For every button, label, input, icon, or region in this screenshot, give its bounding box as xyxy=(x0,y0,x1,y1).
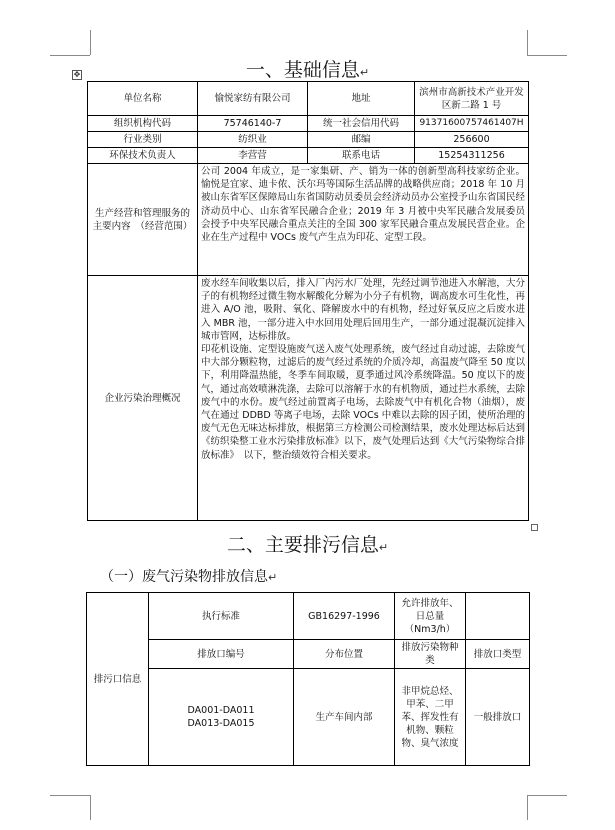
cell-value-postcode: 256600 xyxy=(415,132,529,148)
cell-value-unit-name: 愉悦家纺有限公司 xyxy=(198,82,308,116)
cell-label-pollution-control: 企业污染治理概况 xyxy=(88,276,198,521)
cell-outlet-location: 生产车间内部 xyxy=(294,669,395,766)
cell-header-type: 排放口类型 xyxy=(466,640,530,669)
cell-value-tech-lead: 李营营 xyxy=(198,148,308,164)
cell-standard-label: 执行标准 xyxy=(149,593,294,640)
cell-label-unit-name: 单位名称 xyxy=(88,82,198,116)
section-title-text: 二、主要排污信息 xyxy=(226,534,379,556)
table-move-handle-icon[interactable]: ✥ xyxy=(73,70,81,79)
cell-value-pollution-control xyxy=(198,276,529,521)
cell-label-address: 地址 xyxy=(308,82,415,116)
emission-table xyxy=(86,592,530,766)
cell-value-business-scope: 公司 2004 年成立，是一家集研、产、销为一体的创新型高科技家纺企业。愉悦是宜家、迪卡侬、沃尔玛等国际生活品牌的战略供应商；2018 年 10 月被山东省军区保障局山东省国防动员委员会经济动员办公室授予山东省国民经济动员中心、山东省军民融合企业；2019 年 3 月被中央军民融合发展委员会授予中央军民融合重点关注的全国 300 家军民融合重点发展民营企业。企业在生产过程中 VOCs 废气产生点为印花、定型工段。 xyxy=(198,164,529,276)
crop-mark xyxy=(527,795,528,820)
cell-header-code: 排放口编号 xyxy=(149,640,294,669)
paragraph-mark: ↵ xyxy=(378,541,389,554)
cell-header-location: 分布位置 xyxy=(294,640,395,669)
cell-value-credit-code: 91371600757461407H xyxy=(415,116,529,132)
cell-outlet-info: 排污口信息 xyxy=(87,593,149,766)
cell-label-tech-lead: 环保技术负责人 xyxy=(88,148,198,164)
crop-mark xyxy=(50,795,90,796)
cell-outlet-type: 一般排放口 xyxy=(466,669,530,766)
section-title-emission-info xyxy=(0,530,615,557)
cell-standard-value: GB16297-1996 xyxy=(294,593,395,640)
cell-outlet-codes xyxy=(149,669,294,766)
crop-mark xyxy=(527,30,528,55)
pollution-control-waste-gas: 印花机设施、定型设施废气送入废气处理系统，废气经过自动过滤，去除废气中大部分颗粒物，过滤后的废气经过系统的介质冷却，高温废气降至 50 度以下，利用降温热能，冬季车间取暖，夏季通过风冷系统降温。50 度以下的废气，通过高效喷淋洗涤，去除可以溶解于水的有机物质，通过拦水系统，去除废气中的水份。废气经过前置离子电场，去除废气中有机化合物（油烟），废气在通过 DDBD 等离子电场，去除 VOCs 中难以去除的因子团，使所治理的废气无色无味达标排放，根据第三方检测公司检测结果，废水处理达标后达到《纺织染整工业水污染排放标准》以下，废气处理后达到《大气污染物综合排放标准》 以下，整治绩效符合相关要求。 xyxy=(201,344,525,461)
cell-value-industry: 纺织业 xyxy=(198,132,308,148)
paragraph-mark: ↵ xyxy=(268,571,278,584)
cell-allowed-value xyxy=(466,593,530,640)
crop-mark xyxy=(90,30,91,55)
subsection-title-text: （一）废气污染物排放信息 xyxy=(100,569,268,585)
cell-allowed-label: 允许排放年、日总量（Nm3/h） xyxy=(395,593,466,640)
cell-value-address: 滨州市高新技术产业开发区新二路 1 号 xyxy=(415,82,529,116)
cell-label-industry: 行业类别 xyxy=(88,132,198,148)
cell-label-postcode: 邮编 xyxy=(308,132,415,148)
subsection-title-waste-gas xyxy=(100,566,277,586)
cell-value-phone: 15254311256 xyxy=(415,148,529,164)
cell-outlet-pollutants: 非甲烷总烃、甲苯、二甲苯、挥发性有机物、颗粒物、臭气浓度 xyxy=(395,669,466,766)
section-title-basic-info xyxy=(0,55,615,82)
section-title-text: 一、基础信息 xyxy=(245,59,360,81)
outlet-code-range: DA001-DA011 xyxy=(187,705,255,716)
pollution-control-wastewater: 废水经车间收集以后，排入厂内污水厂处理，先经过调节池进入水解池，大分子的有机物经过微生物水解酸化分解为小分子有机物，调高废水可生化性，再进入 A/O 池，吸附、氧化、降解废水中的有机物，经过好氧反应之后废水进入 MBR 池，一部分进入中水回用处理后回用生产，一部分通过混凝沉淀排入城市管网，达标排放。 xyxy=(201,278,525,342)
outlet-code-range: DA013-DA015 xyxy=(187,718,255,729)
cell-value-org-code: 75746140-7 xyxy=(198,116,308,132)
basic-info-table xyxy=(87,81,529,521)
cell-label-credit-code: 统一社会信用代码 xyxy=(308,116,415,132)
paragraph-mark: ↵ xyxy=(359,66,370,79)
crop-mark xyxy=(90,795,91,820)
cell-label-business-scope: 生产经营和管理服务的主要内容 （经营范围） xyxy=(88,164,198,276)
cell-header-pollutants: 排放污染物种类 xyxy=(395,640,466,669)
cell-label-phone: 联系电话 xyxy=(308,148,415,164)
cell-label-org-code: 组织机构代码 xyxy=(88,116,198,132)
crop-mark xyxy=(527,795,567,796)
